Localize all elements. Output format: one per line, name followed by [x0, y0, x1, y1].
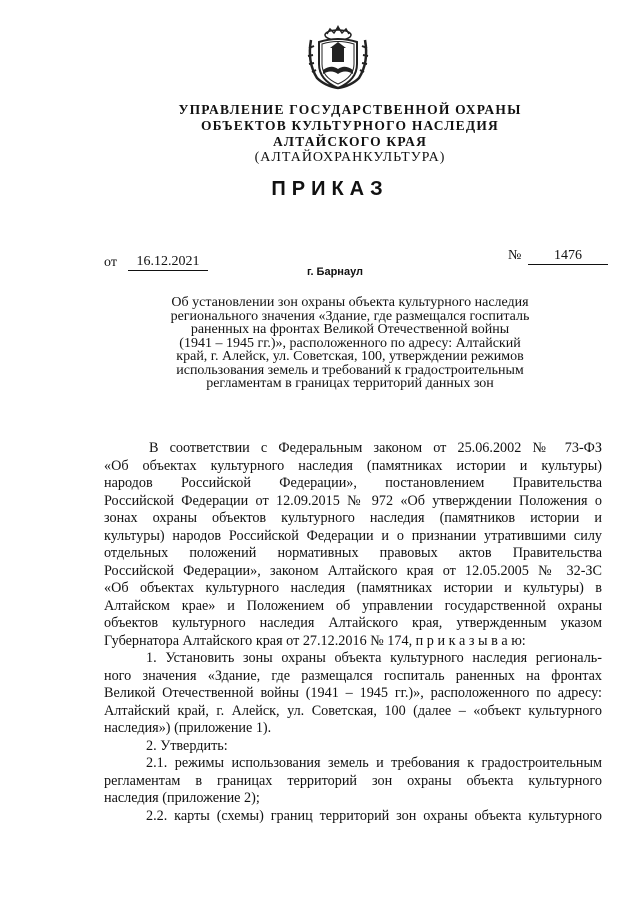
body-line: 1. Установить зоны охраны объекта культурного наследия региональ-	[146, 650, 602, 666]
issue-city: г. Барнаул	[306, 266, 364, 278]
body-line: Великой Отечественной войны (1941 – 1945 гг.)», расположенного по адресу:	[104, 685, 602, 701]
coat-of-arms-icon	[303, 22, 373, 92]
subject-line: использования земель и требований к градостроительным	[176, 362, 524, 378]
agency-name-line-1: УПРАВЛЕНИЕ ГОСУДАРСТВЕННОЙ ОХРАНЫ	[178, 102, 522, 117]
agency-short-name: (АЛТАЙОХРАНКУЛЬТУРА)	[254, 150, 446, 165]
body-line: «Об объектах культурного наследия (памятниках истории и культуры) в	[104, 580, 602, 596]
order-number: 1476	[528, 248, 608, 265]
body-line: Алтайском крае» и Положением об управлении государственной охраны	[104, 597, 602, 614]
agency-name-line-3: АЛТАЙСКОГО КРАЯ	[272, 134, 428, 149]
document-type-title: ПРИКАЗ	[271, 178, 389, 200]
subject-line: (1941 – 1945 гг.)», расположенного по адресу: Алтайский	[179, 335, 521, 351]
body-line: 2. Утвердить:	[146, 737, 228, 754]
number-prefix: №	[508, 248, 522, 263]
subject-line: Об установлении зон охраны объекта культурного наследия	[171, 295, 529, 310]
order-date: 16.12.2021	[128, 254, 208, 271]
order-body	[104, 440, 602, 825]
body-line: культуры) народов Российской Федерации и о признании утратившими силу	[104, 527, 602, 544]
body-line: «Об объектах культурного наследия (памятниках истории и культуры)	[104, 457, 602, 474]
body-line: В соответствии с Федеральным законом от 25.06.2002 № 73-ФЗ	[149, 440, 602, 456]
body-line: отдельных положений нормативных правовых актов Правительства	[104, 545, 602, 561]
subject-line: регионального значения «Здание, где размещался госпиталь	[170, 308, 530, 324]
body-line: зонах охраны объектов культурного наследия (памятников истории и	[104, 510, 602, 526]
agency-name-line-2: ОБЪЕКТОВ КУЛЬТУРНОГО НАСЛЕДИЯ	[200, 118, 500, 133]
subject-line: раненных на фронтах Великой Отечественной войны	[190, 322, 510, 337]
body-line: Российской Федерации», законом Алтайского края от 12.05.2005 № 32-ЗС	[104, 562, 602, 579]
body-line: наследия») (приложение 1).	[104, 720, 272, 736]
body-line: 2.1. режимы использования земель и требования к градостроительным	[146, 755, 602, 771]
body-line: наследия (приложение 2);	[104, 790, 260, 806]
body-line: Губернатора Алтайского края от 27.12.2016 № 174, п р и к а з ы в а ю:	[104, 632, 526, 649]
body-line: народов Российской Федерации», постановлением Правительства	[104, 475, 602, 491]
body-line: Российской Федерации от 12.09.2015 № 972 «Об утверждении Положения о	[104, 492, 602, 509]
order-subject	[130, 296, 570, 391]
subject-line: край, г. Алейск, ул. Советская, 100, утверждении режимов	[176, 349, 524, 364]
body-line: ного значения «Здание, где размещался госпиталь раненных на фронтах	[104, 667, 602, 684]
body-line: 2.2. карты (схемы) границ территорий зон охраны объекта культурного	[146, 807, 602, 824]
body-line: регламентам в границах территорий зон охраны объекта культурного	[104, 772, 602, 789]
date-prefix: от	[104, 255, 117, 270]
body-line: Алтайский край, г. Алейск, ул. Советская, 100 (далее – «объект культурного	[104, 702, 602, 719]
subject-line: регламентам в границах территорий данных зон	[206, 376, 494, 391]
body-line: объектов культурного наследия Алтайского края, утвержденным указом	[104, 615, 602, 631]
